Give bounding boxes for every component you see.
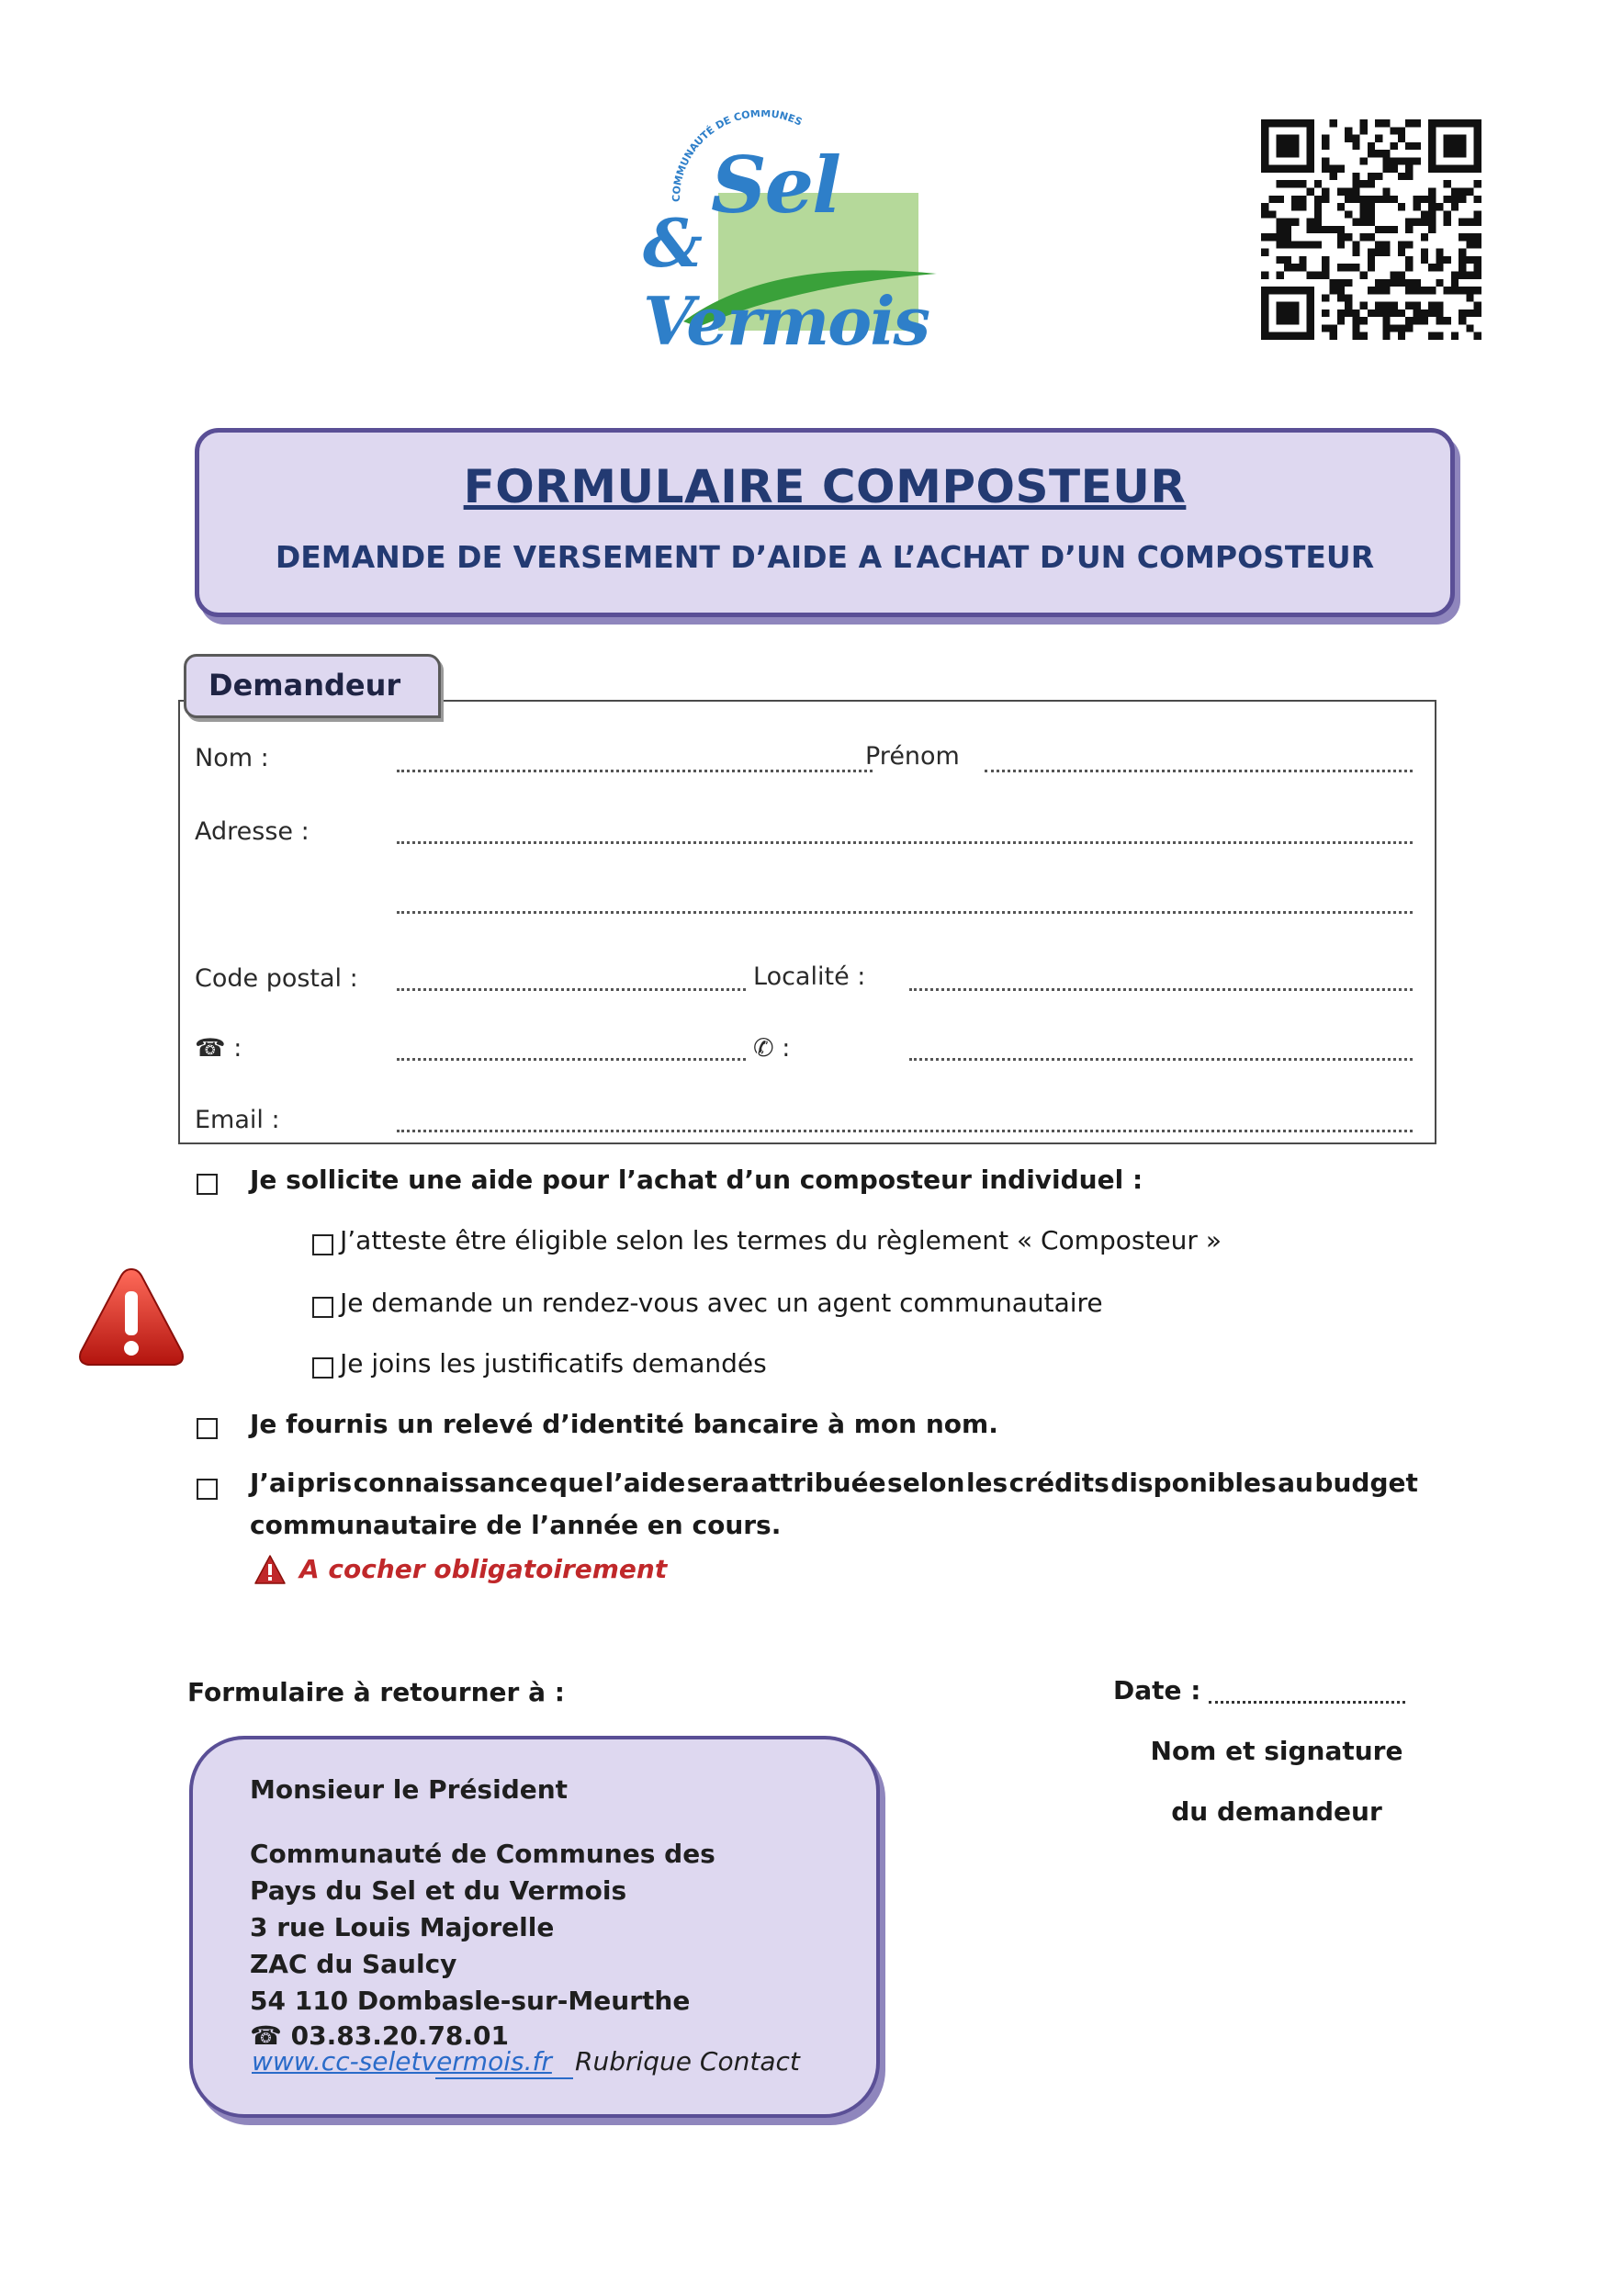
checkbox-connaissance[interactable]: [197, 1479, 218, 1500]
website-link[interactable]: www.cc-seletvermois.fr: [252, 2046, 552, 2077]
connaissance-word: pris: [297, 1468, 353, 1498]
adresse-field-2[interactable]: [397, 911, 1413, 914]
connaissance-word: connaissance: [353, 1468, 548, 1498]
mobile-icon: ✆: [753, 1034, 774, 1063]
address-line-2: Pays du Sel et du Vermois: [250, 1875, 627, 1906]
nom-field[interactable]: [397, 770, 873, 772]
code-postal-field[interactable]: [397, 988, 746, 991]
demandeur-fields-box: [178, 700, 1436, 1144]
address-line-3: 3 rue Louis Majorelle: [250, 1912, 555, 1942]
checkbox-rib[interactable]: [197, 1418, 218, 1439]
rendez-vous-text: Je demande un rendez-vous avec un agent communautaire: [340, 1288, 1103, 1318]
connaissance-word: crédits: [1008, 1468, 1109, 1498]
signature-line-1: Nom et signature: [1150, 1736, 1403, 1766]
title-banner: [195, 428, 1455, 617]
logo-sel: Sel: [711, 140, 840, 231]
qr-code-icon: [1261, 119, 1481, 340]
demandeur-section-tab: [184, 654, 441, 718]
logo-vermois: & Vermois: [643, 204, 929, 360]
adresse-label: Adresse :: [195, 817, 310, 846]
connaissance-word: attribuée: [750, 1468, 886, 1498]
prenom-field[interactable]: [985, 770, 1413, 772]
checkbox-rendez-vous[interactable]: [312, 1297, 333, 1318]
date-field[interactable]: [1209, 1701, 1405, 1704]
phone-label: ☎ :: [195, 1034, 242, 1063]
mandatory-note: A cocher obligatoirement: [299, 1554, 668, 1584]
form-title: FORMULAIRE COMPOSTEUR: [463, 460, 1187, 513]
checkbox-eligible[interactable]: [312, 1234, 333, 1255]
mobile-label: ✆ :: [753, 1034, 791, 1063]
warning-small-icon: [253, 1554, 287, 1585]
warning-icon: [75, 1264, 187, 1370]
connaissance-word: sera: [686, 1468, 750, 1498]
connaissance-word: au: [1278, 1468, 1313, 1498]
return-label: Formulaire à retourner à :: [187, 1677, 565, 1707]
rib-text: Je fournis un relevé d’identité bancaire à mon nom.: [250, 1409, 998, 1439]
signature-line-2: du demandeur: [1171, 1796, 1382, 1827]
localite-field[interactable]: [909, 988, 1413, 991]
recipient: Monsieur le Président: [250, 1774, 569, 1805]
demandeur-title: Demandeur: [208, 668, 401, 703]
connaissance-word: disponibles: [1110, 1468, 1277, 1498]
return-address-box: [189, 1736, 880, 2118]
connaissance-text-line2: communautaire de l’année en cours.: [250, 1510, 782, 1540]
address-line-5: 54 110 Dombasle-sur-Meurthe: [250, 1986, 691, 2016]
logo-arc-text: COMMUNAUTÉ DE COMMUNES: [670, 110, 805, 203]
phone-number: 03.83.20.78.01: [290, 2020, 510, 2051]
connaissance-word: que: [549, 1468, 603, 1498]
checkbox-justificatifs[interactable]: [312, 1357, 333, 1379]
sel-vermois-logo: [634, 110, 1001, 360]
phone-field[interactable]: [397, 1058, 746, 1061]
form-subtitle: DEMANDE DE VERSEMENT D’AIDE A L’ACHAT D’UN COMPOSTEUR: [275, 539, 1375, 575]
eligible-text: J’atteste être éligible selon les termes du règlement « Composteur »: [340, 1225, 1222, 1255]
connaissance-text-line1: [250, 1468, 1418, 1498]
phone-icon: ☎: [250, 2020, 282, 2051]
prenom-label: Prénom: [865, 742, 960, 771]
adresse-field-1[interactable]: [397, 841, 1413, 844]
mobile-field[interactable]: [909, 1058, 1413, 1061]
email-field[interactable]: [397, 1130, 1413, 1132]
phone-icon: ☎: [195, 1034, 226, 1063]
email-label: Email :: [195, 1106, 280, 1134]
connaissance-word: les: [965, 1468, 1008, 1498]
justificatifs-text: Je joins les justificatifs demandés: [340, 1348, 767, 1379]
address-line-4: ZAC du Saulcy: [250, 1949, 457, 1979]
nom-label: Nom :: [195, 744, 269, 772]
date-label: Date :: [1113, 1675, 1201, 1705]
connaissance-word: budget: [1314, 1468, 1418, 1498]
code-postal-label: Code postal :: [195, 964, 358, 993]
connaissance-word: l’aide: [604, 1468, 686, 1498]
address-line-1: Communauté de Communes des: [250, 1839, 715, 1869]
localite-label: Localité :: [753, 962, 866, 991]
checkbox-aide-composteur[interactable]: [197, 1174, 218, 1195]
aide-composteur-text: Je sollicite une aide pour l’achat d’un composteur individuel :: [250, 1165, 1143, 1195]
connaissance-word: selon: [887, 1468, 965, 1498]
connaissance-word: J’ai: [250, 1468, 296, 1498]
link-underline: [435, 2077, 573, 2079]
rubrique-contact: Rubrique Contact: [575, 2046, 800, 2077]
